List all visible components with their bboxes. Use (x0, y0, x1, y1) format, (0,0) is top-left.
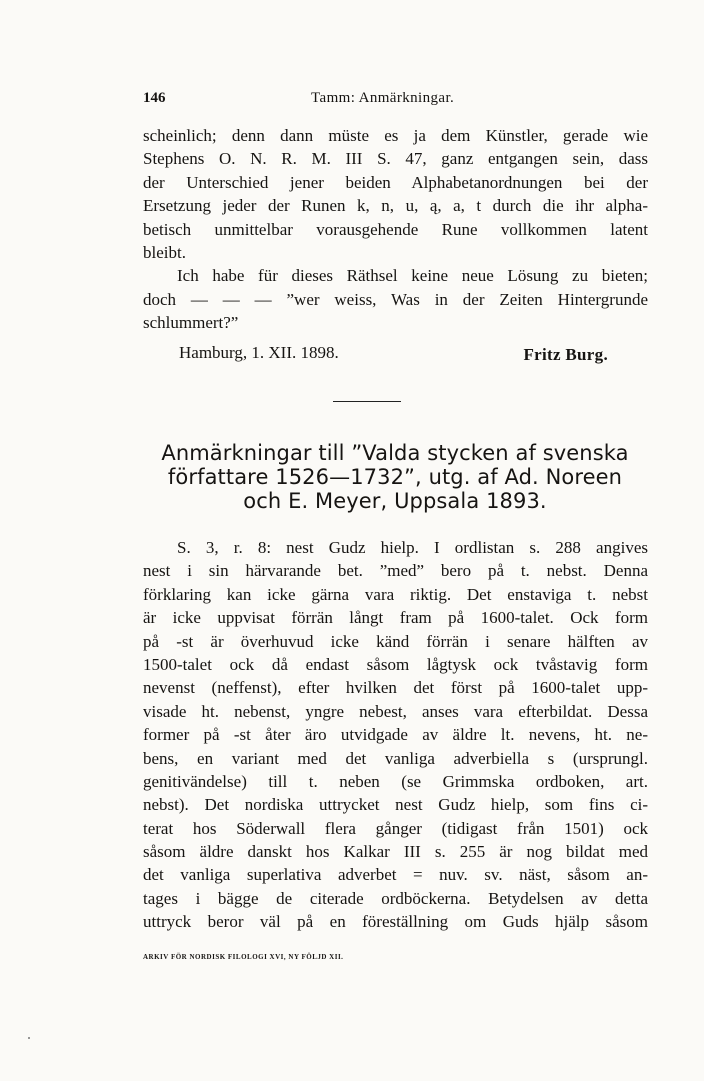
heading-line: Anmärkningar till ”Valda stycken af svenska (161, 441, 629, 465)
text-line: Ersetzung jeder der Runen k, n, u, ą, a, t durch die ihr alpha- (143, 196, 648, 216)
text-line: är icke uppvisat förrän långt fram på 1600-talet. Ock form (143, 608, 648, 628)
text-line: S. 3, r. 8: nest Gudz hielp. I ordlistan s. 288 angives (177, 538, 648, 557)
page-number: 146 (143, 90, 166, 106)
text-line: 1500-talet ock då endast såsom lågtysk ock tvåstavig form (143, 654, 648, 674)
heading-line: och E. Meyer, Uppsala 1893. (243, 489, 547, 513)
text-line: bens, en variant med det vanliga adverbiella s (ursprungl. (143, 748, 648, 768)
text-line: betisch unmittelbar vorausgehende Rune vollkommen latent (143, 219, 648, 239)
text-line: der Unterschied jener beiden Alphabetanordnungen bei der (143, 172, 648, 192)
text-line: Ich habe für dieses Räthsel keine neue Lösung zu bieten; (177, 266, 648, 286)
printer-signature: ARKIV FÖR NORDISK FILOLOGI XVI, NY FÖLJD XII. (143, 953, 344, 961)
text-line: på -st är överhuvud icke känd förrän i senare hälften av (143, 631, 648, 651)
text-line: tages i bägge de citerade ordböckerna. Betydelsen av detta (143, 888, 648, 908)
text-line: scheinlich; denn dann müste es ja dem Künstler, gerade wie (143, 126, 648, 145)
text-line: schlummert?” (143, 313, 239, 333)
article-heading (130, 441, 660, 513)
text-line: Stephens O. N. R. M. III S. 47, ganz entgangen sein, dass (143, 149, 648, 169)
text-line: det vanliga superlativa adverbet = nuv. sv. näst, såsom an- (143, 865, 648, 885)
section-divider (333, 401, 401, 402)
text-line: förklaring kan icke gärna vara riktig. Det enstaviga t. nebst (143, 584, 648, 604)
paper-speck (28, 1037, 30, 1039)
text-line: nebst). Det nordiska uttrycket nest Gudz hielp, som fins ci- (143, 795, 648, 815)
place-date: Hamburg, 1. XII. 1898. (179, 343, 339, 362)
author-name: Fritz Burg. (523, 345, 608, 364)
text-line: såsom äldre danskt hos Kalkar III s. 255 är nog bildat med (143, 842, 648, 862)
text-line: bleibt. (143, 242, 186, 262)
section-2-text (143, 536, 648, 934)
text-line: genitivändelse) till t. neben (se Grimmska ordboken, art. (143, 771, 648, 791)
section-1-text (143, 124, 648, 335)
text-line: doch — — — ”wer weiss, Was in der Zeiten Hintergrunde (143, 289, 648, 309)
running-title: Tamm: Anmärkningar. (311, 90, 455, 106)
heading-line: författare 1526—1732”, utg. af Ad. Noreen (167, 465, 623, 489)
text-line: terat hos Söderwall flera gånger (tidigast från 1501) ock (143, 818, 648, 838)
text-line: visade ht. nebenst, yngre nebest, anses vara efterbildat. Dessa (143, 701, 648, 721)
text-line: nevenst (neffenst), efter hvilken det först på 1600-talet upp- (143, 678, 648, 698)
signature-line (143, 343, 648, 367)
text-line: nest i sin härvarande bet. ”med” bero på t. nebst. Denna (143, 561, 648, 581)
text-line: uttryck beror väl på en föreställning om Guds hjälp såsom (143, 912, 648, 932)
running-head (143, 90, 647, 112)
text-line: former på -st åter äro utvidgade av äldre lt. nevens, ht. ne- (143, 725, 648, 745)
